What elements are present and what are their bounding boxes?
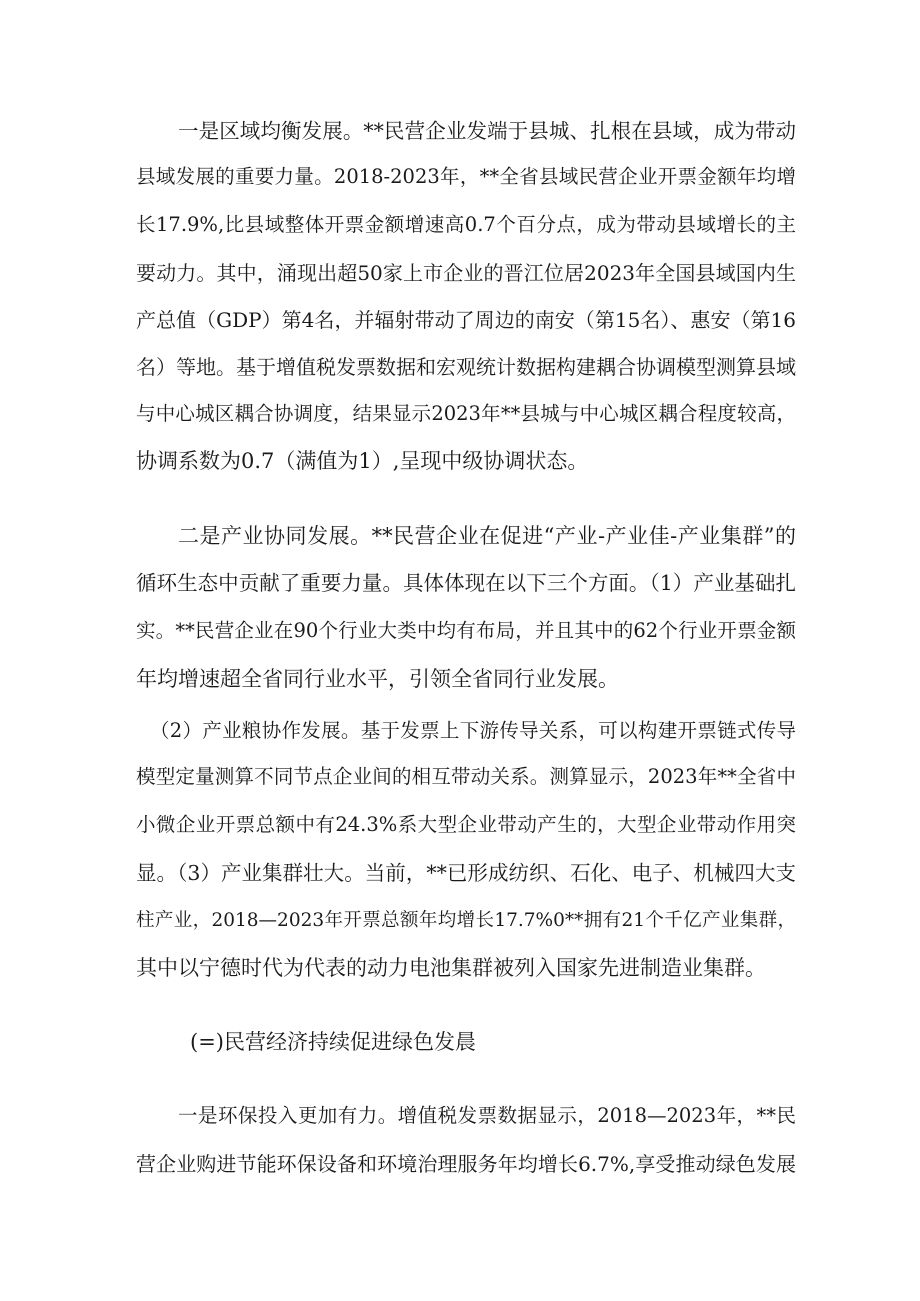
paragraph-line: 小微企业开票总额中有24.3%系大型企业带动产生的，大型企业带动作用突 [136, 813, 796, 836]
paragraph-line: 营企业购进节能环保设备和环境治理服务年均增长6.7%,享受推动绿色发展 [136, 1152, 796, 1176]
paragraph-line: 年均增速超全省同行业水平，引领全省同行业发展。 [136, 667, 619, 691]
paragraph-line: 实。**民营企业在90个行业大类中均有布局，并且其中的62个行业开票金额 [136, 619, 796, 642]
paragraph-line: 循环生态中贡献了重要力量。具体体现在以下三个方面。（1）产业基础扎 [136, 571, 796, 595]
paragraph-line: 二是产业协同发展。**民营企业在促进“产业-产业佳-产业集群”的 [178, 524, 796, 548]
section-heading: (=)民营经济持续促进绿色发晨 [190, 1030, 476, 1054]
paragraph-line: 协调系数为0.7（满值为1）,呈现中级协调状态。 [136, 449, 589, 473]
paragraph-line: 产总值（GDP）第4名，并辐射带动了周边的南安（第15名）、惠安（第16 [136, 308, 796, 332]
paragraph-line: 要动力。其中，涌现出超50家上市企业的晋江位居2023年全国县域国内生 [136, 261, 796, 285]
paragraph-line: 其中以宁德时代为代表的动力电池集群被列入国家先进制造业集群。 [136, 956, 766, 980]
paragraph-line: （2）产业粮协作发展。基于发票上下游传导关系，可以构建开票链式传导 [150, 719, 796, 742]
paragraph-line: 一是区域均衡发展。**民营企业发端于县城、扎根在县域，成为带动 [178, 119, 796, 143]
paragraph-line: 柱产业，2018—2023年开票总额年均增长17.7%0**拥有21个千亿产业集群， [136, 910, 796, 931]
paragraph-line: 长17.9%,比县域整体开票金额增速高0.7个百分点，成为带动县域增长的主 [136, 213, 796, 236]
paragraph-line: 县域发展的重要力量。2018-2023年，**全省县域民营企业开票金额年均增 [136, 165, 796, 188]
paragraph-line: 显。（3）产业集群壮大。当前，**已形成纺织、石化、电子、机械四大支 [136, 861, 796, 885]
paragraph-line: 与中心城区耦合协调度，结果显示2023年**县城与中心城区耦合程度较高， [136, 402, 796, 425]
paragraph-line: 一是环保投入更加有力。增值税发票数据显示，2018—2023年，**民 [178, 1104, 796, 1127]
paragraph-line: 模型定量测算不同节点企业间的相互带动关系。测算显示，2023年**全省中 [136, 765, 796, 788]
paragraph-line: 名）等地。基于增值税发票数据和宏观统计数据构建耦合协调模型测算县域 [136, 355, 796, 379]
